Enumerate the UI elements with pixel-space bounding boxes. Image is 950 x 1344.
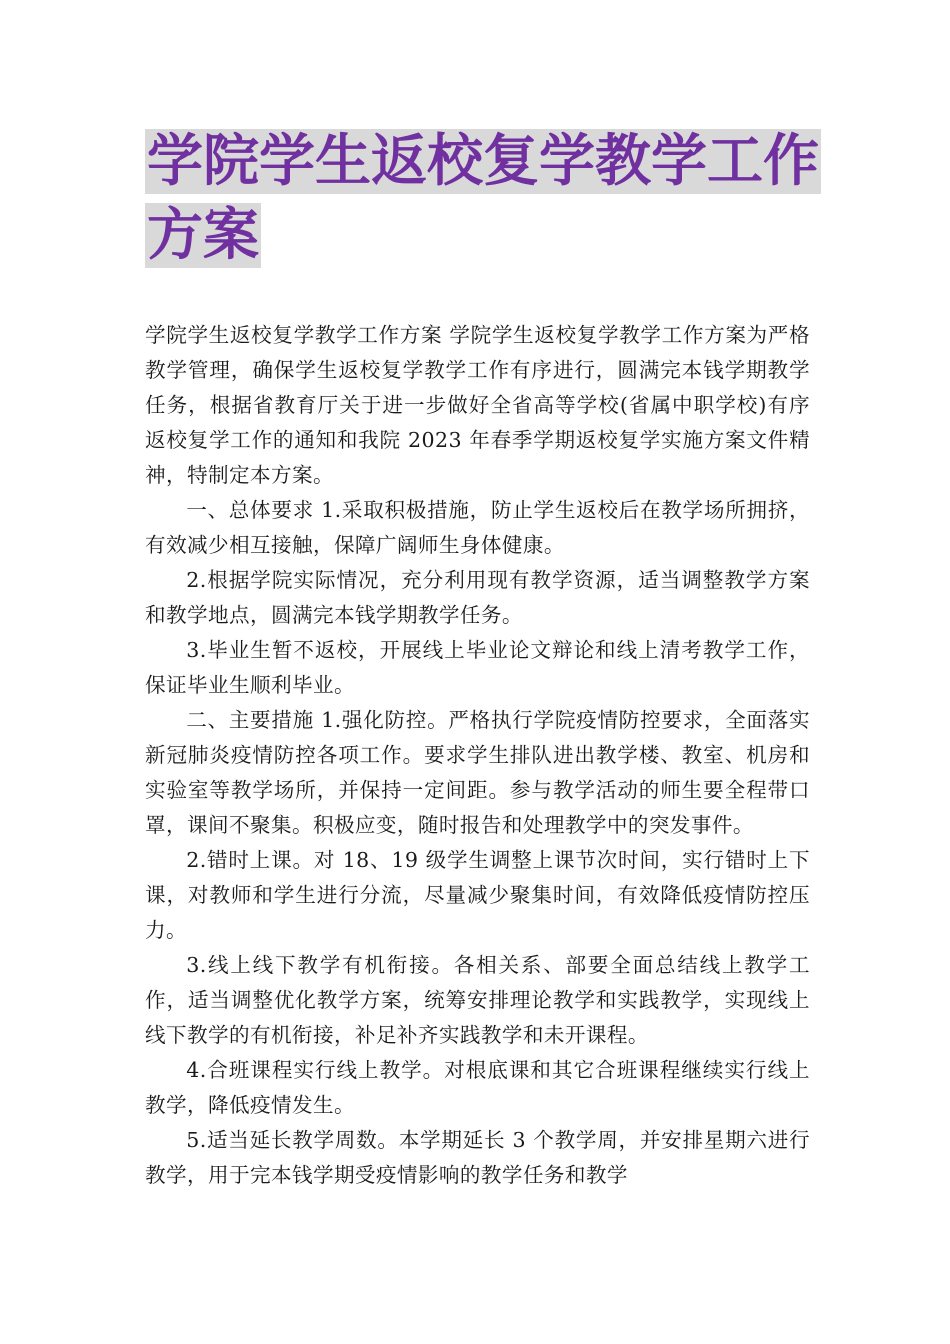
paragraph-intro: 学院学生返校复学教学工作方案 学院学生返校复学教学工作方案为严格教学管理，确保学生返校复学教学工作有序进行，圆满完本钱学期教学任务，根据省教育厅关于进一步做好全省高等学校(省属中职学校)有序返校复学工作的通知和我院 2023 年春季学期返校复学实施方案文件精神，特制定本方案。 bbox=[145, 323, 810, 487]
paragraph-measure-5: 5.适当延长教学周数。本学期延长 3 个教学周，并安排星期六进行教学，用于完本钱学期受疫情影响的教学任务和教学 bbox=[145, 1128, 810, 1187]
document-body bbox=[145, 318, 810, 1193]
paragraph-measure-3: 3.线上线下教学有机衔接。各相关系、部要全面总结线上教学工作，适当调整优化教学方案，统筹安排理论教学和实践教学，实现线上线下教学的有机衔接，补足补齐实践教学和未开课程。 bbox=[145, 953, 810, 1047]
document-title bbox=[145, 125, 825, 273]
paragraph-requirement-2: 2.根据学院实际情况，充分利用现有教学资源，适当调整教学方案和教学地点，圆满完本钱学期教学任务。 bbox=[145, 568, 810, 627]
paragraph-measure-2: 2.错时上课。对 18、19 级学生调整上课节次时间，实行错时上下课，对教师和学生进行分流，尽量减少聚集时间，有效降低疫情防控压力。 bbox=[145, 848, 810, 942]
document-title-text: 学院学生返校复学教学工作方案 bbox=[147, 129, 819, 268]
paragraph-measure-4: 4.合班课程实行线上教学。对根底课和其它合班课程继续实行线上教学，降低疫情发生。 bbox=[145, 1058, 810, 1117]
paragraph-general-requirements: 一、总体要求 1.采取积极措施，防止学生返校后在教学场所拥挤，有效减少相互接触，保障广阔师生身体健康。 bbox=[145, 498, 810, 557]
paragraph-requirement-3: 3.毕业生暂不返校，开展线上毕业论文辩论和线上清考教学工作，保证毕业生顺利毕业。 bbox=[145, 638, 810, 697]
paragraph-main-measures: 二、主要措施 1.强化防控。严格执行学院疫情防控要求，全面落实新冠肺炎疫情防控各项工作。要求学生排队进出教学楼、教室、机房和实验室等教学场所，并保持一定间距。参与教学活动的师生要全程带口罩，课间不聚集。积极应变，随时报告和处理教学中的突发事件。 bbox=[145, 708, 810, 837]
